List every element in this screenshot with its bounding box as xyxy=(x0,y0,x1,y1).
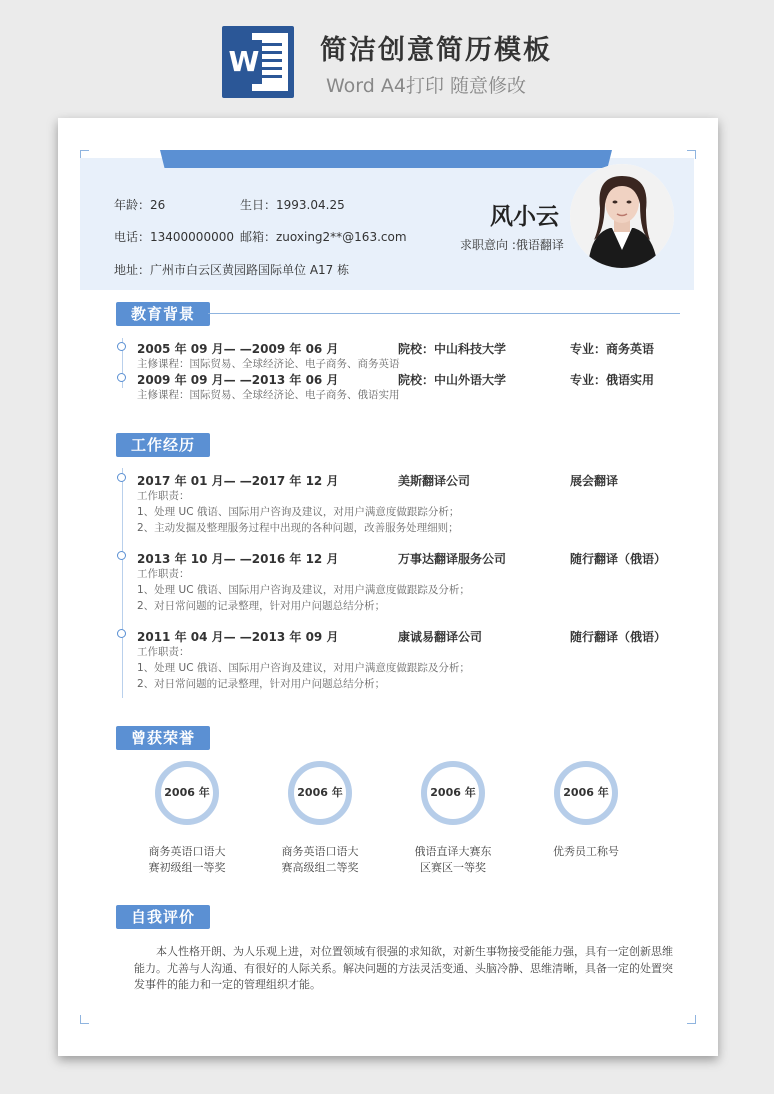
honor-year-ring: 2006 年 xyxy=(554,761,618,825)
section-divider xyxy=(208,313,680,314)
honor-year-ring: 2006 年 xyxy=(155,761,219,825)
education-school: 院校：中山科技大学 xyxy=(398,342,507,356)
work-duty: 2、主动发掘及整理服务过程中出现的各种问题，改善服务处理细则； xyxy=(137,522,459,534)
birthday-field: 生日：1993.04.25 xyxy=(240,198,345,212)
work-duty: 1、处理 UC 俄语、国际用户咨询及建议，对用户满意度做跟踪分析； xyxy=(137,506,460,518)
work-role: 随行翻译（俄语） xyxy=(570,630,667,644)
timeline-dot xyxy=(117,551,126,560)
template-banner xyxy=(0,0,774,110)
avatar xyxy=(570,164,674,268)
self-evaluation xyxy=(134,944,679,994)
work-timeline xyxy=(122,468,123,698)
word-letter: W xyxy=(226,40,262,84)
honor-description xyxy=(408,844,498,876)
work-duty-label: 工作职责： xyxy=(137,490,190,502)
work-period: 2011 年 04 月— —2013 年 09 月 xyxy=(137,630,339,644)
phone-field: 电话：13400000000 xyxy=(114,230,234,244)
honor-line: 俄语直译大赛东 xyxy=(414,845,492,858)
section-title-work: 工作经历 xyxy=(116,433,210,457)
job-intent: 求职意向 :俄语翻译 xyxy=(460,238,564,252)
candidate-name: 风小云 xyxy=(490,204,559,230)
work-company: 万事达翻译服务公司 xyxy=(398,552,507,566)
work-duty: 2、对日常问题的记录整理，针对用户问题总结分析； xyxy=(137,678,386,690)
honor-line: 商务英语口语大 xyxy=(281,845,359,858)
work-company: 康诚易翻译公司 xyxy=(398,630,483,644)
work-role: 随行翻译（俄语） xyxy=(570,552,667,566)
age-field: 年龄：26 xyxy=(114,198,166,212)
timeline-dot xyxy=(117,342,126,351)
education-period: 2005 年 09 月— —2009 年 06 月 xyxy=(137,342,339,356)
timeline-dot xyxy=(117,473,126,482)
education-courses: 主修课程：国际贸易、全球经济论、电子商务、商务英语 xyxy=(137,358,400,370)
work-duty: 2、对日常问题的记录整理，针对用户问题总结分析； xyxy=(137,600,386,612)
work-company: 美斯翻译公司 xyxy=(398,474,471,488)
section-title-honors: 曾获荣誉 xyxy=(116,726,210,750)
banner-title: 简洁创意简历模板 xyxy=(320,35,552,66)
honor-year-ring: 2006 年 xyxy=(288,761,352,825)
education-major: 专业：俄语实用 xyxy=(570,373,655,387)
work-duty: 1、处理 UC 俄语、国际用户咨询及建议，对用户满意度做跟踪及分析； xyxy=(137,584,470,596)
honor-line: 优秀员工称号 xyxy=(553,845,619,858)
honor-description xyxy=(541,844,631,860)
honor-line: 商务英语口语大 xyxy=(148,845,226,858)
timeline-dot xyxy=(117,373,126,382)
work-duty-label: 工作职责： xyxy=(137,646,190,658)
education-courses: 主修课程：国际贸易、全球经济论、电子商务、俄语实用 xyxy=(137,389,400,401)
honor-line: 赛初级组一等奖 xyxy=(148,861,226,874)
education-major: 专业：商务英语 xyxy=(570,342,655,356)
honor-description xyxy=(275,844,365,876)
section-title-education: 教育背景 xyxy=(116,302,210,326)
work-period: 2013 年 10 月— —2016 年 12 月 xyxy=(137,552,339,566)
corner-mark xyxy=(687,1015,696,1024)
work-duty-label: 工作职责： xyxy=(137,568,190,580)
portrait-photo xyxy=(570,164,674,268)
resume-page xyxy=(58,118,718,1056)
header-accent-bar xyxy=(160,150,612,168)
honor-line: 赛高级组二等奖 xyxy=(281,861,359,874)
word-icon xyxy=(222,26,294,98)
honor-description xyxy=(142,844,232,876)
corner-mark xyxy=(80,1015,89,1024)
honor-line: 区赛区一等奖 xyxy=(420,861,486,874)
education-school: 院校：中山外语大学 xyxy=(398,373,507,387)
email-field: 邮箱：zuoxing2**@163.com xyxy=(240,230,407,244)
work-period: 2017 年 01 月— —2017 年 12 月 xyxy=(137,474,339,488)
honor-year-ring: 2006 年 xyxy=(421,761,485,825)
self-evaluation-text: 本人性格开朗、为人乐观上进，对位置领域有很强的求知欲，对新生事物接受能能力强，具有一定创新思维能力。尤善与人沟通、有很好的人际关系。解决问题的方法灵活变通、头脑冷静、思维清晰，具备一定的处置突发事件的能力和一定的管理组织才能。 xyxy=(134,945,673,991)
address-field: 地址：广州市白云区黄园路国际单位 A17 栋 xyxy=(114,263,350,277)
work-role: 展会翻译 xyxy=(570,474,619,488)
section-title-self: 自我评价 xyxy=(116,905,210,929)
work-duty: 1、处理 UC 俄语、国际用户咨询及建议，对用户满意度做跟踪及分析； xyxy=(137,662,470,674)
education-period: 2009 年 09 月— —2013 年 06 月 xyxy=(137,373,339,387)
timeline-dot xyxy=(117,629,126,638)
banner-subtitle: Word A4打印 随意修改 xyxy=(326,75,527,97)
